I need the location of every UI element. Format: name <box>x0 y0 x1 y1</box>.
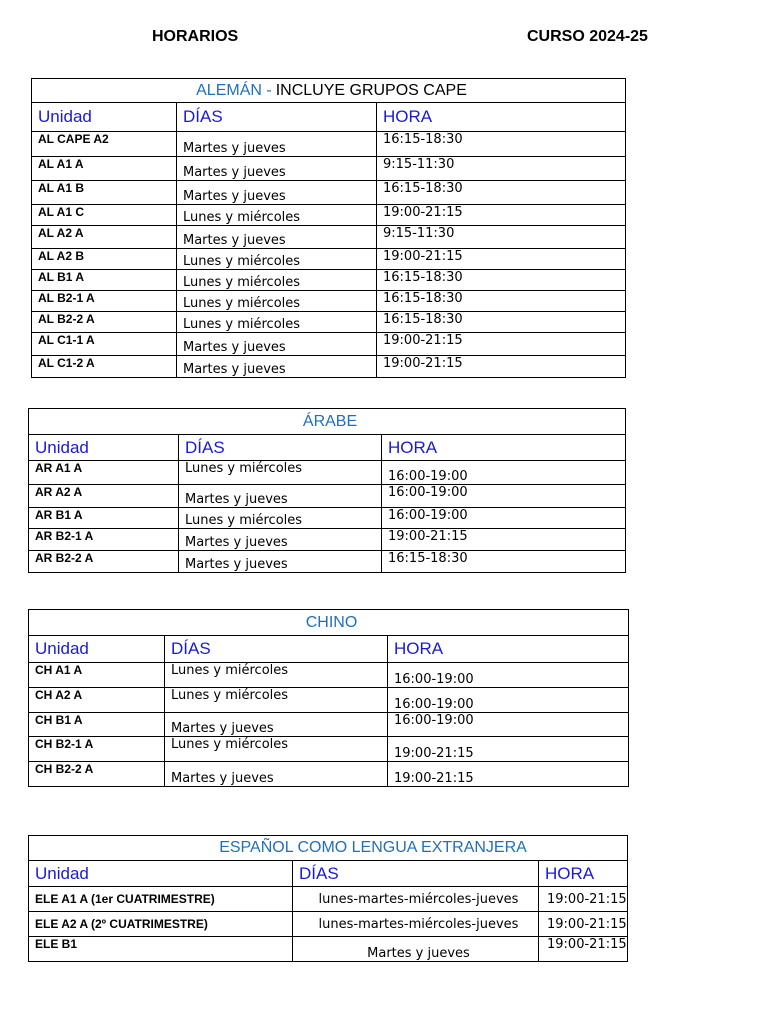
days-cell: lunes-martes-miércoles-jueves <box>293 912 539 937</box>
hour-cell: 16:15-18:30 <box>377 132 626 157</box>
table-row <box>29 762 629 787</box>
unit-cell: AL C1-1 A <box>32 333 177 356</box>
hour-cell: 19:00-21:15 <box>377 333 626 356</box>
column-header-unit: Unidad <box>32 103 177 132</box>
table-row <box>32 249 626 270</box>
table-row <box>29 688 629 713</box>
hour-cell: 16:15-18:30 <box>377 312 626 333</box>
section-title-extra: INCLUYE GRUPOS CAPE <box>275 81 467 99</box>
days-cell: Lunes y miércoles <box>165 737 388 762</box>
hour-cell: 19:00-21:15 <box>388 737 629 762</box>
unit-cell: ELE B1 <box>29 937 293 962</box>
column-header-unit: Unidad <box>29 636 165 663</box>
table-row <box>29 663 629 688</box>
table-row <box>32 291 626 312</box>
days-cell: Martes y jueves <box>177 181 377 205</box>
table-row <box>32 157 626 181</box>
unit-cell: AR B2-2 A <box>29 551 179 573</box>
table-row <box>32 132 626 157</box>
hour-cell: 9:15-11:30 <box>377 157 626 181</box>
days-cell: Lunes y miércoles <box>177 205 377 226</box>
section-title-text: ALEMÁN - <box>196 81 272 99</box>
column-header-unit: Unidad <box>29 861 293 887</box>
unit-cell: AL B2-2 A <box>32 312 177 333</box>
hour-cell: 19:00-21:15 <box>377 205 626 226</box>
days-cell: Lunes y miércoles <box>179 508 382 529</box>
hour-cell: 16:00-19:00 <box>382 485 626 508</box>
days-cell: Lunes y miércoles <box>179 461 382 485</box>
table-row <box>29 912 628 937</box>
hour-cell: 16:00-19:00 <box>382 461 626 485</box>
days-cell: Martes y jueves <box>177 356 377 378</box>
days-cell: Lunes y miércoles <box>165 688 388 713</box>
hour-cell: 16:00-19:00 <box>382 508 626 529</box>
unit-cell: AL C1-2 A <box>32 356 177 378</box>
unit-cell: AL B1 A <box>32 270 177 291</box>
hour-cell: 16:15-18:30 <box>377 291 626 312</box>
unit-cell: AR A2 A <box>29 485 179 508</box>
table-row <box>29 461 626 485</box>
days-cell: Lunes y miércoles <box>177 291 377 312</box>
unit-cell: AL B2-1 A <box>32 291 177 312</box>
days-cell: Lunes y miércoles <box>177 312 377 333</box>
hour-cell: 19:00-21:15 <box>382 529 626 551</box>
hour-cell: 16:00-19:00 <box>388 663 629 688</box>
section-title-text: ESPAÑOL COMO LENGUA EXTRANJERA <box>219 839 527 856</box>
section-title-ele <box>29 836 628 861</box>
table-row <box>29 737 629 762</box>
hour-cell: 19:00-21:15 <box>377 249 626 270</box>
hour-cell: 9:15-11:30 <box>377 226 626 249</box>
days-cell: Martes y jueves <box>165 713 388 737</box>
days-cell: Martes y jueves <box>165 762 388 787</box>
unit-cell: CH B1 A <box>29 713 165 737</box>
hour-cell: 16:15-18:30 <box>377 270 626 291</box>
days-cell: Lunes y miércoles <box>177 270 377 291</box>
hour-cell: 19:00-21:15 <box>377 356 626 378</box>
hour-cell: 16:15-18:30 <box>377 181 626 205</box>
table-row <box>29 529 626 551</box>
days-cell: Lunes y miércoles <box>177 249 377 270</box>
column-header-days: DÍAS <box>179 435 382 461</box>
column-header-hour: HORA <box>382 435 626 461</box>
days-cell: Martes y jueves <box>179 551 382 573</box>
table-row <box>32 312 626 333</box>
section-title-aleman <box>32 79 626 103</box>
unit-cell: AL A2 B <box>32 249 177 270</box>
arabe-table <box>28 408 626 573</box>
table-row <box>32 205 626 226</box>
column-header-hour: HORA <box>388 636 629 663</box>
days-cell: Martes y jueves <box>179 485 382 508</box>
aleman-table <box>31 78 626 378</box>
days-cell: Martes y jueves <box>179 529 382 551</box>
table-row <box>29 551 626 573</box>
column-header-hour: HORA <box>377 103 626 132</box>
unit-cell: CH A1 A <box>29 663 165 688</box>
table-row <box>29 937 628 962</box>
days-cell: Martes y jueves <box>177 333 377 356</box>
unit-cell: CH B2-2 A <box>29 762 165 787</box>
unit-cell: AL A1 C <box>32 205 177 226</box>
table-row <box>29 713 629 737</box>
unit-cell: AL CAPE A2 <box>32 132 177 157</box>
course-year: CURSO 2024-25 <box>527 28 648 45</box>
days-cell: Martes y jueves <box>293 937 539 962</box>
unit-cell: AL A1 B <box>32 181 177 205</box>
unit-cell: AL A1 A <box>32 157 177 181</box>
table-row <box>32 333 626 356</box>
hour-cell: 16:00-19:00 <box>388 713 629 737</box>
table-row <box>29 508 626 529</box>
table-row <box>29 485 626 508</box>
unit-cell: ELE A1 A (1er CUATRIMESTRE) <box>29 887 293 912</box>
table-row <box>32 356 626 378</box>
days-cell: Martes y jueves <box>177 132 377 157</box>
column-header-days: DÍAS <box>165 636 388 663</box>
table-row <box>32 270 626 291</box>
unit-cell: CH B2-1 A <box>29 737 165 762</box>
unit-cell: AR B1 A <box>29 508 179 529</box>
column-header-hour: HORA <box>539 861 628 887</box>
section-title-arabe: ÁRABE <box>29 409 626 435</box>
hour-cell: 16:15-18:30 <box>382 551 626 573</box>
hour-cell: 19:00-21:15 <box>539 937 628 962</box>
table-row <box>32 226 626 249</box>
document-title: HORARIOS <box>152 28 239 45</box>
days-cell: Lunes y miércoles <box>165 663 388 688</box>
chino-table <box>28 609 629 787</box>
table-row <box>32 181 626 205</box>
unit-cell: ELE A2 A (2º CUATRIMESTRE) <box>29 912 293 937</box>
unit-cell: AR B2-1 A <box>29 529 179 551</box>
column-header-days: DÍAS <box>293 861 539 887</box>
table-row <box>29 887 628 912</box>
column-header-days: DÍAS <box>177 103 377 132</box>
hour-cell: 19:00-21:15 <box>388 762 629 787</box>
hour-cell: 19:00-21:15 <box>539 887 628 912</box>
hour-cell: 16:00-19:00 <box>388 688 629 713</box>
section-title-chino: CHINO <box>29 610 629 636</box>
hour-cell: 19:00-21:15 <box>539 912 628 937</box>
unit-cell: AL A2 A <box>32 226 177 249</box>
days-cell: Martes y jueves <box>177 226 377 249</box>
unit-cell: CH A2 A <box>29 688 165 713</box>
unit-cell: AR A1 A <box>29 461 179 485</box>
days-cell: Martes y jueves <box>177 157 377 181</box>
column-header-unit: Unidad <box>29 435 179 461</box>
ele-table <box>28 835 628 962</box>
days-cell: lunes-martes-miércoles-jueves <box>293 887 539 912</box>
